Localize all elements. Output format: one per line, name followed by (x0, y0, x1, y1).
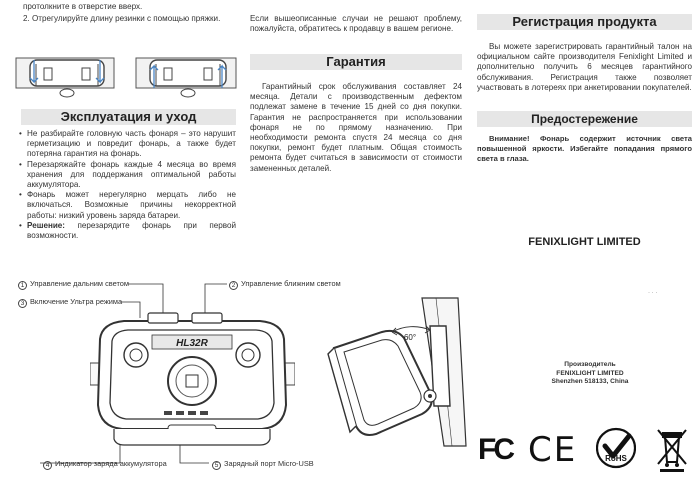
manufacturer-label: Производитель (564, 361, 616, 368)
callout-number: 2 (229, 281, 238, 290)
callout-number: 1 (18, 281, 27, 290)
model-label: HL32R (176, 338, 208, 349)
warranty-text: Гарантийный срок обслуживания составляет 24 месяца. Детали с производственным дефектом подлежат замене в течение 15 дней со дня покупки. Гарантия не распространяется при использовании фонаря не по прямому назначению. При необходимости ремонта спустя 24 месяца со дня покупки, ремонт будет платным. Общая стоимость ремонта будет считаться в зависимости от стоимости замененных деталей. (250, 82, 462, 173)
manufacturer-name: FENIXLIGHT LIMITED (556, 369, 624, 377)
headlamp-side-view (326, 296, 476, 448)
registration-title: Регистрация продукта (512, 14, 657, 29)
solution-text: перезарядите фонарь при первой возможности. (27, 220, 236, 241)
care-title: Эксплуатация и уход (60, 109, 197, 124)
fc-mark-icon: FC (478, 433, 512, 466)
rohs-mark-icon (596, 426, 636, 470)
care-item: • Фонарь может нерегулярно мерцать либо не включаться. Возможные причины некорректной работы: низкий уровень заряда батареи. (19, 190, 236, 221)
warning-title: Предостережение (531, 112, 638, 126)
callout-number: 5 (212, 461, 221, 470)
solution-label: Решение: (27, 220, 66, 230)
manufacturer-city: Shenzhen 518133, China (551, 378, 629, 386)
rohs-label: RoHS (605, 454, 627, 463)
registration-text: Вы можете зарегистрировать гарантийный талон на официальном сайте производителя Fenixlight Limited и дополнительно получить 6 месяцев гарантийного обслуживания. Регистрация также позволяет участвовать в лотереях при анкетировании покупателей. (477, 42, 692, 92)
tilt-angle-label: 60° (403, 333, 417, 342)
warranty-title: Гарантия (326, 54, 386, 69)
callout-label: Управление дальним светом (30, 279, 129, 288)
callout-label: Индикатор заряда аккумулятора (55, 459, 167, 468)
ce-mark-icon: CE (528, 430, 578, 470)
company-name: FENIXLIGHT LIMITED (528, 236, 641, 248)
col2-intro: Если вышеописанные случаи не решают проблему, пожалуйста, обратитесь к продавцу в вашем регионе. (250, 14, 462, 34)
care-item: • Перезаряжайте фонарь каждые 4 месяца во время хранения для поддержания оптимальной работы аккумулятора. (19, 160, 236, 191)
callout-label: Управление ближним светом (241, 279, 341, 288)
callout-number: 3 (18, 299, 27, 308)
callout-number: 4 (43, 461, 52, 470)
col1-intro-line: протолкните в отверстие вверх. (23, 2, 143, 11)
step-2-text: 2. Отрегулируйте длину резинки с помощью пряжки. (23, 14, 221, 24)
page-marks: · · · (648, 290, 658, 296)
callout-label: Включение Ультра режима (30, 297, 123, 306)
callout-label: Зарядный порт Micro-USB (224, 459, 314, 468)
headlamp-front-view (90, 305, 295, 453)
weee-bin-icon (652, 424, 692, 472)
warning-text: Внимание! Фонарь содержит источник света повышенной яркости. Избегайте попадания прямого света в глаза. (477, 134, 692, 164)
care-item: • Не разбирайте головную часть фонаря – это нарушит герметизацию и повредит фонарь, а также будет потеряна гарантия на фонарь. (19, 129, 236, 160)
